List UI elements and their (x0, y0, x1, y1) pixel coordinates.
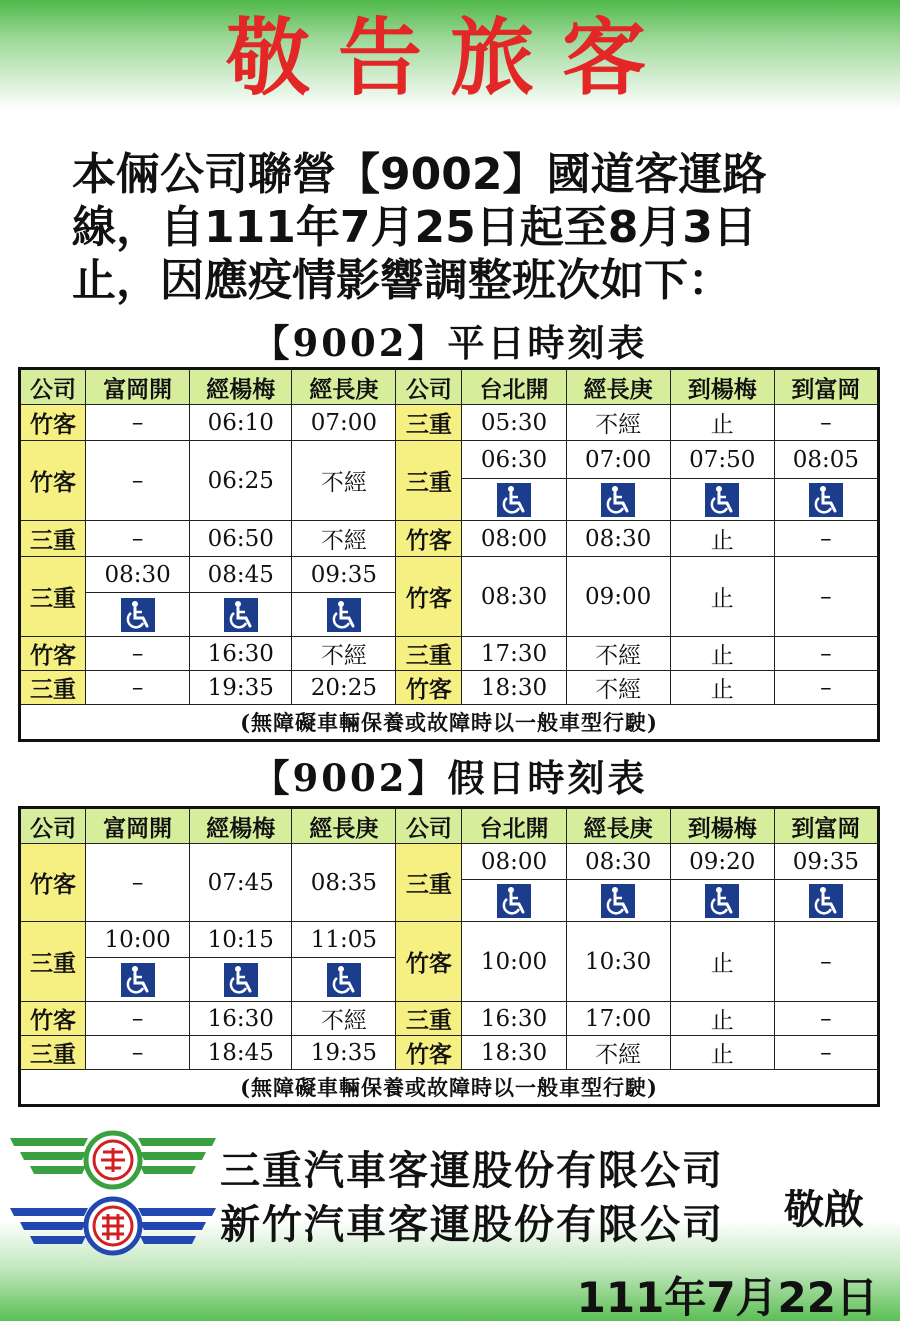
time-cell: 17:30 (462, 637, 566, 671)
time-cell: 09:35 (292, 557, 396, 593)
header-cell: 公司 (396, 808, 462, 844)
time-cell: 07:00 (292, 405, 396, 441)
time-cell: 不經 (566, 1036, 670, 1070)
table-row (20, 557, 879, 593)
weekday-schedule-title: 【9002】平日時刻表 (252, 321, 648, 365)
wheelchair-cell (190, 593, 292, 637)
time-cell: 10:00 (462, 922, 566, 1002)
company-cell: 三重 (396, 1002, 462, 1036)
time-cell: – (774, 521, 878, 557)
table-row (20, 637, 879, 671)
wheelchair-cell (292, 958, 396, 1002)
wheelchair-cell (292, 593, 396, 637)
time-cell: – (86, 1002, 190, 1036)
time-cell: – (774, 1036, 878, 1070)
company-cell: 竹客 (396, 521, 462, 557)
time-cell: 06:30 (462, 441, 566, 479)
time-cell: – (86, 441, 190, 521)
wheelchair-cell (86, 958, 190, 1002)
time-cell: 06:10 (190, 405, 292, 441)
wheelchair-cell (462, 880, 566, 922)
company-cell: 三重 (20, 922, 86, 1002)
company-cell: 竹客 (20, 405, 86, 441)
time-cell: 18:30 (462, 1036, 566, 1070)
time-cell: 08:30 (86, 557, 190, 593)
time-cell: – (86, 637, 190, 671)
wheelchair-icon (327, 963, 361, 997)
header-cell: 富岡開 (86, 369, 190, 405)
notice-intro (72, 148, 852, 307)
wheelchair-icon (497, 483, 531, 517)
time-cell: – (86, 671, 190, 705)
note-row (20, 705, 879, 741)
wheelchair-cell (774, 880, 878, 922)
sanchung-bus-logo (10, 1133, 216, 1187)
header-cell: 經長庚 (292, 369, 396, 405)
time-cell: 05:30 (462, 405, 566, 441)
wheelchair-cell (566, 479, 670, 521)
wheelchair-icon (121, 598, 155, 632)
time-cell: – (86, 521, 190, 557)
table-row (20, 405, 879, 441)
time-cell: 不經 (292, 521, 396, 557)
company-cell: 三重 (20, 1036, 86, 1070)
header-cell: 到富岡 (774, 369, 878, 405)
header-cell: 公司 (20, 369, 86, 405)
header-cell: 到楊梅 (670, 369, 774, 405)
time-cell: 06:50 (190, 521, 292, 557)
time-cell: 不經 (566, 637, 670, 671)
company-cell: 竹客 (396, 1036, 462, 1070)
time-cell: – (774, 1002, 878, 1036)
time-cell: 不經 (292, 637, 396, 671)
hsinchu-bus-logo (10, 1199, 216, 1253)
table-row (20, 844, 879, 880)
wheelchair-icon (224, 963, 258, 997)
wheelchair-cell (670, 479, 774, 521)
time-cell: 10:00 (86, 922, 190, 958)
schedule-note: (無障礙車輛保養或故障時以一般車型行駛) (20, 1070, 879, 1106)
time-cell: – (774, 637, 878, 671)
time-cell: 07:00 (566, 441, 670, 479)
note-row (20, 1070, 879, 1106)
table-header-row (20, 369, 879, 405)
time-cell: 止 (670, 557, 774, 637)
table-row (20, 521, 879, 557)
time-cell: 07:45 (190, 844, 292, 922)
time-cell: 不經 (566, 405, 670, 441)
company-cell: 三重 (396, 844, 462, 922)
time-cell: 08:30 (566, 521, 670, 557)
closing-regards: 敬啟 (784, 1187, 864, 1233)
time-cell: 08:30 (462, 557, 566, 637)
company-cell: 竹客 (20, 1002, 86, 1036)
time-cell: 不經 (566, 671, 670, 705)
time-cell: 08:00 (462, 521, 566, 557)
time-cell: 止 (670, 405, 774, 441)
time-cell: 06:25 (190, 441, 292, 521)
table-row (20, 922, 879, 958)
time-cell: 不經 (292, 441, 396, 521)
time-cell: 17:00 (566, 1002, 670, 1036)
table-row (20, 441, 879, 479)
header-cell: 到富岡 (774, 808, 878, 844)
time-cell: – (774, 671, 878, 705)
time-cell: 10:30 (566, 922, 670, 1002)
table-row (20, 1036, 879, 1070)
table-header-row (20, 808, 879, 844)
table-row (20, 671, 879, 705)
time-cell: – (774, 922, 878, 1002)
time-cell: 18:45 (190, 1036, 292, 1070)
header-cell: 經楊梅 (190, 808, 292, 844)
time-cell: 09:20 (670, 844, 774, 880)
company-cell: 竹客 (20, 844, 86, 922)
time-cell: 08:35 (292, 844, 396, 922)
company-cell: 竹客 (396, 557, 462, 637)
header-cell: 經長庚 (292, 808, 396, 844)
company-cell: 竹客 (396, 671, 462, 705)
intro-line: 線，自111年7月25日起至8月3日 (72, 202, 757, 253)
wheelchair-icon (601, 884, 635, 918)
time-cell: 止 (670, 521, 774, 557)
notice-date: 111年7月22日 (576, 1273, 878, 1321)
wheelchair-icon (601, 483, 635, 517)
time-cell: 16:30 (462, 1002, 566, 1036)
wheelchair-icon (497, 884, 531, 918)
company-cell: 竹客 (396, 922, 462, 1002)
time-cell: – (86, 844, 190, 922)
time-cell: 18:30 (462, 671, 566, 705)
header-cell: 公司 (20, 808, 86, 844)
time-cell: 不經 (292, 1002, 396, 1036)
intro-line: 止，因應疫情影響調整班次如下： (72, 255, 732, 306)
time-cell: 16:30 (190, 637, 292, 671)
time-cell: 止 (670, 1036, 774, 1070)
time-cell: – (774, 405, 878, 441)
header-cell: 經長庚 (566, 369, 670, 405)
time-cell: – (774, 557, 878, 637)
weekday-timetable (18, 367, 880, 742)
time-cell: 止 (670, 1002, 774, 1036)
time-cell: 11:05 (292, 922, 396, 958)
company-cell: 三重 (20, 557, 86, 637)
wheelchair-cell (774, 479, 878, 521)
company-name-sanchung: 三重汽車客運股份有限公司 (220, 1148, 724, 1194)
wheelchair-icon (121, 963, 155, 997)
time-cell: 19:35 (292, 1036, 396, 1070)
notice-title: 敬告旅客 (225, 9, 674, 107)
header-cell: 台北開 (462, 808, 566, 844)
schedule-note: (無障礙車輛保養或故障時以一般車型行駛) (20, 705, 879, 741)
intro-line: 本倆公司聯營【9002】國道客運路 (72, 149, 767, 200)
company-cell: 竹客 (20, 637, 86, 671)
header-cell: 台北開 (462, 369, 566, 405)
wheelchair-icon (705, 483, 739, 517)
wheelchair-cell (566, 880, 670, 922)
time-cell: – (86, 405, 190, 441)
header-cell: 到楊梅 (670, 808, 774, 844)
company-cell: 竹客 (20, 441, 86, 521)
time-cell: 10:15 (190, 922, 292, 958)
time-cell: 08:00 (462, 844, 566, 880)
time-cell: 止 (670, 637, 774, 671)
holiday-schedule-title: 【9002】假日時刻表 (252, 756, 648, 800)
company-name-hsinchu: 新竹汽車客運股份有限公司 (220, 1202, 724, 1248)
time-cell: 16:30 (190, 1002, 292, 1036)
company-cell: 三重 (20, 671, 86, 705)
time-cell: 08:05 (774, 441, 878, 479)
wheelchair-cell (190, 958, 292, 1002)
holiday-timetable (18, 806, 880, 1107)
time-cell: 08:30 (566, 844, 670, 880)
wheelchair-icon (809, 884, 843, 918)
header-cell: 經楊梅 (190, 369, 292, 405)
wheelchair-icon (327, 598, 361, 632)
time-cell: – (86, 1036, 190, 1070)
company-cell: 三重 (396, 405, 462, 441)
time-cell: 07:50 (670, 441, 774, 479)
wheelchair-cell (462, 479, 566, 521)
table-row (20, 1002, 879, 1036)
time-cell: 止 (670, 671, 774, 705)
header-cell: 公司 (396, 369, 462, 405)
company-cell: 三重 (396, 441, 462, 521)
time-cell: 19:35 (190, 671, 292, 705)
company-cell: 三重 (20, 521, 86, 557)
header-cell: 富岡開 (86, 808, 190, 844)
bus-company-logo (8, 1130, 218, 1260)
time-cell: 09:35 (774, 844, 878, 880)
header-cell: 經長庚 (566, 808, 670, 844)
wheelchair-icon (809, 483, 843, 517)
time-cell: 08:45 (190, 557, 292, 593)
time-cell: 09:00 (566, 557, 670, 637)
company-cell: 三重 (396, 637, 462, 671)
time-cell: 20:25 (292, 671, 396, 705)
time-cell: 止 (670, 922, 774, 1002)
wheelchair-cell (670, 880, 774, 922)
wheelchair-icon (224, 598, 258, 632)
wheelchair-cell (86, 593, 190, 637)
wheelchair-icon (705, 884, 739, 918)
